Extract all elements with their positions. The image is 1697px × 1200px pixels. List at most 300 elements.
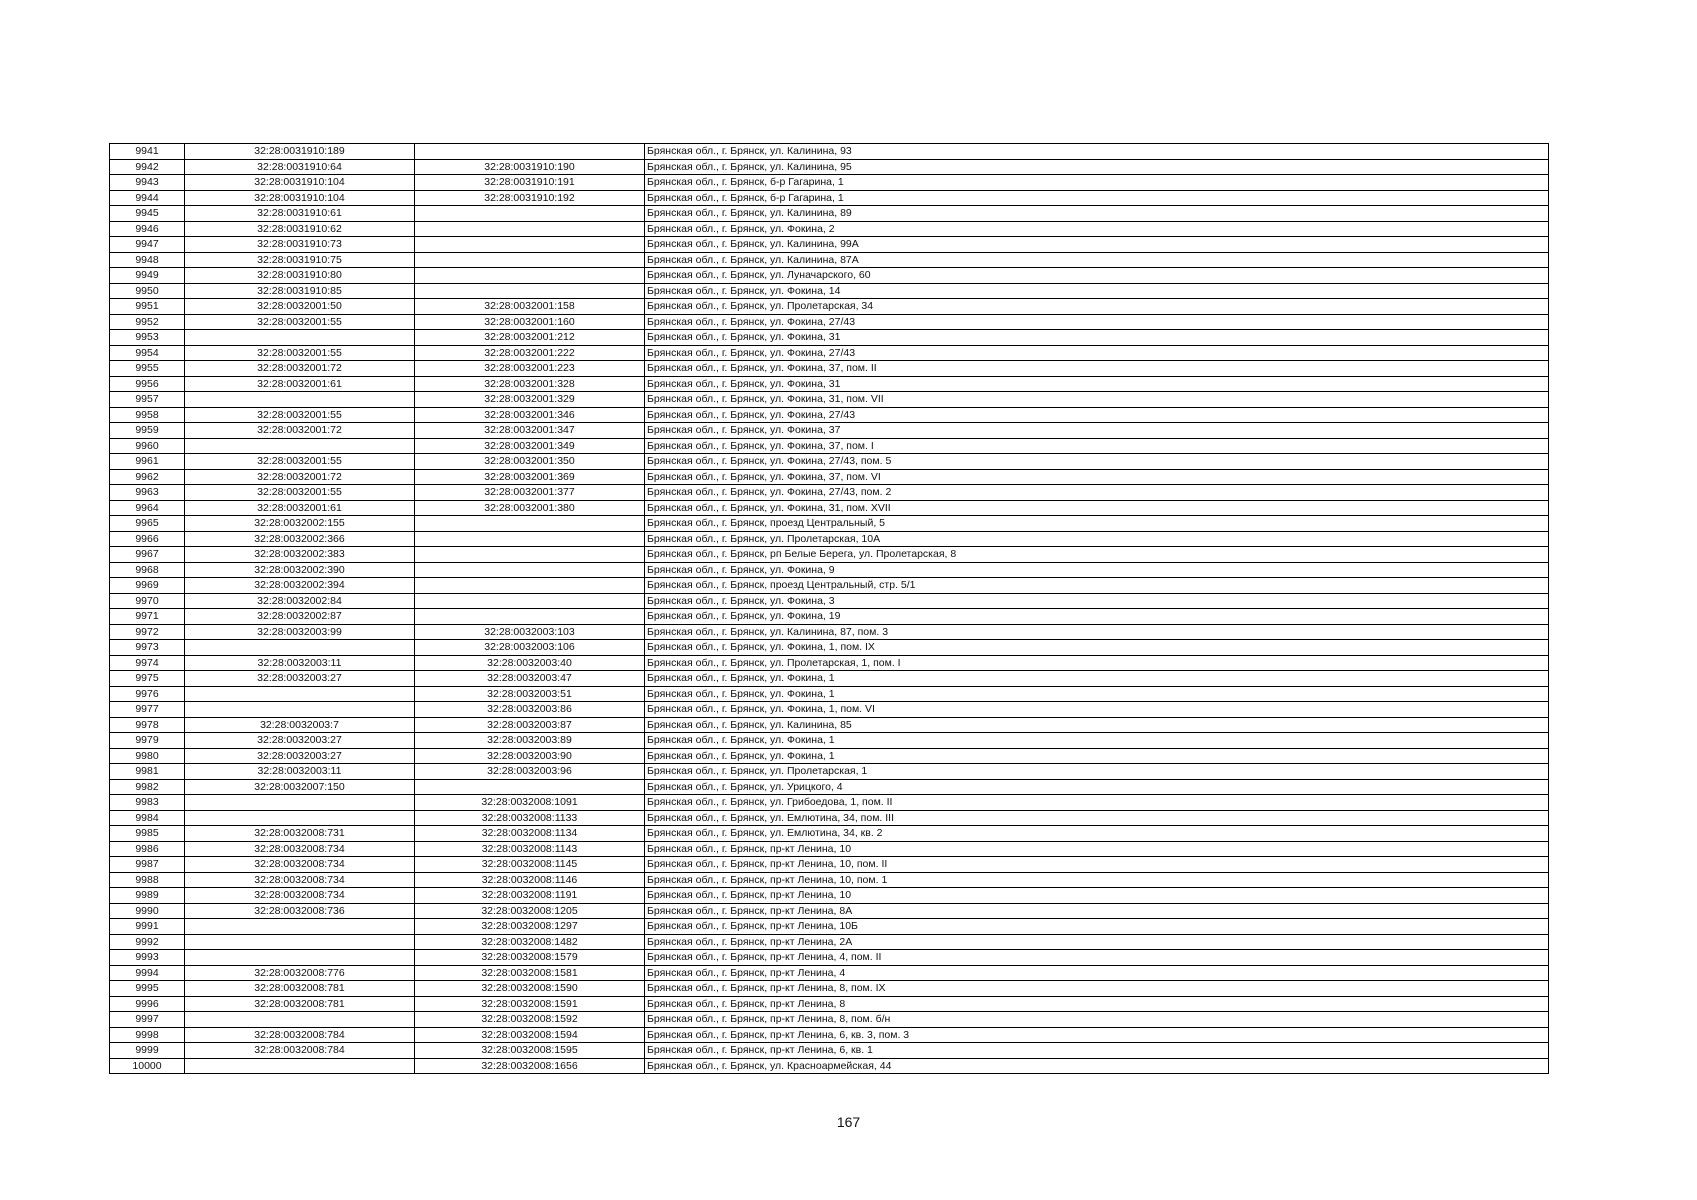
table-row [110,500,1549,516]
address-cell: Брянская обл., г. Брянск, б-р Гагарина, 1 [645,175,1549,191]
object-cadastral-number-cell: 32:28:0032001:328 [415,376,645,392]
row-number-cell: 9969 [110,578,185,594]
object-cadastral-number-cell [415,593,645,609]
row-number-cell: 9971 [110,609,185,625]
address-cell: Брянская обл., г. Брянск, проезд Центральный, стр. 5/1 [645,578,1549,594]
table-row [110,252,1549,268]
table-row [110,190,1549,206]
row-number-cell: 9957 [110,392,185,408]
row-number-cell: 9999 [110,1043,185,1059]
row-number-cell: 9989 [110,888,185,904]
table-row [110,888,1549,904]
address-cell: Брянская обл., г. Брянск, ул. Фокина, 37 [645,423,1549,439]
row-number-cell: 9967 [110,547,185,563]
object-cadastral-number-cell: 32:28:0032001:222 [415,345,645,361]
address-cell: Брянская обл., г. Брянск, пр-кт Ленина, 10, пом. II [645,857,1549,873]
table-row [110,733,1549,749]
parcel-cadastral-number-cell: 32:28:0032008:734 [185,888,415,904]
registry-table-body [110,144,1549,1074]
row-number-cell: 9961 [110,454,185,470]
table-row [110,655,1549,671]
object-cadastral-number-cell: 32:28:0032003:103 [415,624,645,640]
address-cell: Брянская обл., г. Брянск, ул. Фокина, 27/43, пом. 5 [645,454,1549,470]
object-cadastral-number-cell: 32:28:0032008:1656 [415,1058,645,1074]
table-row [110,423,1549,439]
parcel-cadastral-number-cell: 32:28:0032001:61 [185,500,415,516]
object-cadastral-number-cell: 32:28:0032003:40 [415,655,645,671]
object-cadastral-number-cell: 32:28:0031910:192 [415,190,645,206]
object-cadastral-number-cell: 32:28:0032001:329 [415,392,645,408]
row-number-cell: 9973 [110,640,185,656]
row-number-cell: 9986 [110,841,185,857]
object-cadastral-number-cell: 32:28:0032003:96 [415,764,645,780]
object-cadastral-number-cell: 32:28:0032003:47 [415,671,645,687]
object-cadastral-number-cell [415,516,645,532]
object-cadastral-number-cell [415,609,645,625]
parcel-cadastral-number-cell [185,702,415,718]
table-row [110,810,1549,826]
row-number-cell: 9997 [110,1012,185,1028]
parcel-cadastral-number-cell: 32:28:0032003:7 [185,717,415,733]
row-number-cell: 9960 [110,438,185,454]
object-cadastral-number-cell [415,221,645,237]
table-row [110,779,1549,795]
parcel-cadastral-number-cell: 32:28:0032003:27 [185,748,415,764]
object-cadastral-number-cell: 32:28:0032008:1594 [415,1027,645,1043]
table-row [110,965,1549,981]
row-number-cell: 9952 [110,314,185,330]
parcel-cadastral-number-cell: 32:28:0032002:87 [185,609,415,625]
address-cell: Брянская обл., г. Брянск, ул. Фокина, 31 [645,330,1549,346]
row-number-cell: 9962 [110,469,185,485]
object-cadastral-number-cell: 32:28:0032003:106 [415,640,645,656]
object-cadastral-number-cell: 32:28:0032008:1592 [415,1012,645,1028]
object-cadastral-number-cell: 32:28:0032008:1591 [415,996,645,1012]
object-cadastral-number-cell: 32:28:0032008:1581 [415,965,645,981]
table-row [110,593,1549,609]
object-cadastral-number-cell: 32:28:0032008:1146 [415,872,645,888]
parcel-cadastral-number-cell: 32:28:0032002:383 [185,547,415,563]
row-number-cell: 9968 [110,562,185,578]
object-cadastral-number-cell: 32:28:0032003:90 [415,748,645,764]
row-number-cell: 9978 [110,717,185,733]
table-row [110,159,1549,175]
table-row [110,919,1549,935]
table-row [110,903,1549,919]
parcel-cadastral-number-cell [185,438,415,454]
table-row [110,237,1549,253]
row-number-cell: 9946 [110,221,185,237]
row-number-cell: 9988 [110,872,185,888]
address-cell: Брянская обл., г. Брянск, ул. Фокина, 1 [645,686,1549,702]
table-row [110,330,1549,346]
table-row [110,950,1549,966]
row-number-cell: 9955 [110,361,185,377]
row-number-cell: 9981 [110,764,185,780]
row-number-cell: 9951 [110,299,185,315]
parcel-cadastral-number-cell [185,686,415,702]
table-row [110,934,1549,950]
table-row [110,1043,1549,1059]
object-cadastral-number-cell: 32:28:0032008:1134 [415,826,645,842]
row-number-cell: 9941 [110,144,185,160]
row-number-cell: 9992 [110,934,185,950]
address-cell: Брянская обл., г. Брянск, б-р Гагарина, 1 [645,190,1549,206]
address-cell: Брянская обл., г. Брянск, ул. Пролетарская, 10А [645,531,1549,547]
table-row [110,578,1549,594]
parcel-cadastral-number-cell: 32:28:0032008:781 [185,981,415,997]
address-cell: Брянская обл., г. Брянск, ул. Красноармейская, 44 [645,1058,1549,1074]
address-cell: Брянская обл., г. Брянск, ул. Калинина, 87А [645,252,1549,268]
object-cadastral-number-cell: 32:28:0032001:350 [415,454,645,470]
row-number-cell: 9974 [110,655,185,671]
object-cadastral-number-cell [415,252,645,268]
parcel-cadastral-number-cell [185,1012,415,1028]
table-row [110,981,1549,997]
row-number-cell: 9985 [110,826,185,842]
parcel-cadastral-number-cell [185,330,415,346]
address-cell: Брянская обл., г. Брянск, пр-кт Ленина, 4, пом. II [645,950,1549,966]
row-number-cell: 9945 [110,206,185,222]
parcel-cadastral-number-cell: 32:28:0032001:50 [185,299,415,315]
address-cell: Брянская обл., г. Брянск, ул. Фокина, 37, пом. II [645,361,1549,377]
object-cadastral-number-cell [415,779,645,795]
address-cell: Брянская обл., г. Брянск, пр-кт Ленина, 8, пом. IX [645,981,1549,997]
object-cadastral-number-cell: 32:28:0032008:1091 [415,795,645,811]
table-row [110,609,1549,625]
parcel-cadastral-number-cell: 32:28:0032008:784 [185,1027,415,1043]
object-cadastral-number-cell: 32:28:0032001:212 [415,330,645,346]
row-number-cell: 9994 [110,965,185,981]
parcel-cadastral-number-cell [185,640,415,656]
table-row [110,686,1549,702]
object-cadastral-number-cell: 32:28:0032008:1143 [415,841,645,857]
table-row [110,314,1549,330]
parcel-cadastral-number-cell [185,950,415,966]
object-cadastral-number-cell: 32:28:0032001:369 [415,469,645,485]
parcel-cadastral-number-cell: 32:28:0032001:55 [185,485,415,501]
table-row [110,1058,1549,1074]
row-number-cell: 9963 [110,485,185,501]
parcel-cadastral-number-cell: 32:28:0031910:75 [185,252,415,268]
object-cadastral-number-cell: 32:28:0032008:1205 [415,903,645,919]
object-cadastral-number-cell: 32:28:0032001:349 [415,438,645,454]
object-cadastral-number-cell: 32:28:0032001:160 [415,314,645,330]
row-number-cell: 9972 [110,624,185,640]
table-row [110,345,1549,361]
address-cell: Брянская обл., г. Брянск, ул. Фокина, 31, пом. VII [645,392,1549,408]
row-number-cell: 9965 [110,516,185,532]
object-cadastral-number-cell: 32:28:0032001:380 [415,500,645,516]
object-cadastral-number-cell: 32:28:0032008:1482 [415,934,645,950]
table-row [110,857,1549,873]
row-number-cell: 9948 [110,252,185,268]
address-cell: Брянская обл., г. Брянск, ул. Фокина, 9 [645,562,1549,578]
address-cell: Брянская обл., г. Брянск, ул. Фокина, 1, пом. VI [645,702,1549,718]
address-cell: Брянская обл., г. Брянск, ул. Луначарского, 60 [645,268,1549,284]
parcel-cadastral-number-cell: 32:28:0032001:55 [185,314,415,330]
object-cadastral-number-cell: 32:28:0032001:346 [415,407,645,423]
object-cadastral-number-cell: 32:28:0031910:190 [415,159,645,175]
table-row [110,562,1549,578]
parcel-cadastral-number-cell: 32:28:0032003:27 [185,733,415,749]
parcel-cadastral-number-cell: 32:28:0032003:11 [185,655,415,671]
address-cell: Брянская обл., г. Брянск, пр-кт Ленина, 8А [645,903,1549,919]
row-number-cell: 9976 [110,686,185,702]
row-number-cell: 9959 [110,423,185,439]
parcel-cadastral-number-cell [185,934,415,950]
parcel-cadastral-number-cell: 32:28:0032008:781 [185,996,415,1012]
address-cell: Брянская обл., г. Брянск, пр-кт Ленина, 10 [645,841,1549,857]
parcel-cadastral-number-cell [185,919,415,935]
row-number-cell: 9942 [110,159,185,175]
address-cell: Брянская обл., г. Брянск, ул. Фокина, 31, пом. XVII [645,500,1549,516]
address-cell: Брянская обл., г. Брянск, ул. Калинина, 95 [645,159,1549,175]
parcel-cadastral-number-cell: 32:28:0032002:390 [185,562,415,578]
parcel-cadastral-number-cell: 32:28:0032008:731 [185,826,415,842]
address-cell: Брянская обл., г. Брянск, ул. Фокина, 2 [645,221,1549,237]
row-number-cell: 9993 [110,950,185,966]
parcel-cadastral-number-cell [185,795,415,811]
address-cell: Брянская обл., г. Брянск, ул. Калинина, 93 [645,144,1549,160]
table-row [110,221,1549,237]
address-cell: Брянская обл., г. Брянск, пр-кт Ленина, 10Б [645,919,1549,935]
table-row [110,299,1549,315]
table-row [110,206,1549,222]
object-cadastral-number-cell [415,283,645,299]
table-row [110,485,1549,501]
parcel-cadastral-number-cell: 32:28:0031910:80 [185,268,415,284]
address-cell: Брянская обл., г. Брянск, проезд Центральный, 5 [645,516,1549,532]
row-number-cell: 9980 [110,748,185,764]
address-cell: Брянская обл., г. Брянск, ул. Калинина, 99А [645,237,1549,253]
address-cell: Брянская обл., г. Брянск, ул. Фокина, 1 [645,671,1549,687]
parcel-cadastral-number-cell: 32:28:0031910:189 [185,144,415,160]
table-row [110,283,1549,299]
row-number-cell: 9998 [110,1027,185,1043]
table-row [110,392,1549,408]
row-number-cell: 9956 [110,376,185,392]
address-cell: Брянская обл., г. Брянск, ул. Калинина, 87, пом. 3 [645,624,1549,640]
table-row [110,438,1549,454]
address-cell: Брянская обл., г. Брянск, ул. Фокина, 27/43, пом. 2 [645,485,1549,501]
address-cell: Брянская обл., г. Брянск, ул. Фокина, 31 [645,376,1549,392]
parcel-cadastral-number-cell: 32:28:0032003:99 [185,624,415,640]
address-cell: Брянская обл., г. Брянск, ул. Калинина, 89 [645,206,1549,222]
object-cadastral-number-cell [415,206,645,222]
table-row [110,717,1549,733]
address-cell: Брянская обл., г. Брянск, пр-кт Ленина, 6, кв. 1 [645,1043,1549,1059]
object-cadastral-number-cell: 32:28:0032008:1191 [415,888,645,904]
parcel-cadastral-number-cell: 32:28:0032002:155 [185,516,415,532]
row-number-cell: 9953 [110,330,185,346]
table-row [110,407,1549,423]
parcel-cadastral-number-cell [185,392,415,408]
parcel-cadastral-number-cell: 32:28:0032008:734 [185,857,415,873]
address-cell: Брянская обл., г. Брянск, ул. Пролетарская, 1 [645,764,1549,780]
parcel-cadastral-number-cell: 32:28:0032008:776 [185,965,415,981]
row-number-cell: 9979 [110,733,185,749]
object-cadastral-number-cell: 32:28:0032001:377 [415,485,645,501]
object-cadastral-number-cell: 32:28:0032008:1590 [415,981,645,997]
parcel-cadastral-number-cell: 32:28:0032002:366 [185,531,415,547]
parcel-cadastral-number-cell: 32:28:0032002:84 [185,593,415,609]
row-number-cell: 10000 [110,1058,185,1074]
address-cell: Брянская обл., г. Брянск, пр-кт Ленина, 6, кв. 3, пом. 3 [645,1027,1549,1043]
object-cadastral-number-cell [415,578,645,594]
table-row [110,469,1549,485]
parcel-cadastral-number-cell: 32:28:0032001:72 [185,469,415,485]
address-cell: Брянская обл., г. Брянск, ул. Фокина, 3 [645,593,1549,609]
row-number-cell: 9977 [110,702,185,718]
table-row [110,268,1549,284]
object-cadastral-number-cell: 32:28:0032001:347 [415,423,645,439]
row-number-cell: 9943 [110,175,185,191]
parcel-cadastral-number-cell: 32:28:0032008:734 [185,872,415,888]
table-row [110,702,1549,718]
page-number: 167 [836,1114,861,1130]
address-cell: Брянская обл., г. Брянск, ул. Пролетарская, 34 [645,299,1549,315]
table-row [110,1027,1549,1043]
parcel-cadastral-number-cell: 32:28:0031910:64 [185,159,415,175]
parcel-cadastral-number-cell: 32:28:0032008:734 [185,841,415,857]
address-cell: Брянская обл., г. Брянск, ул. Грибоедова, 1, пом. II [645,795,1549,811]
address-cell: Брянская обл., г. Брянск, ул. Урицкого, 4 [645,779,1549,795]
object-cadastral-number-cell: 32:28:0032001:158 [415,299,645,315]
table-row [110,841,1549,857]
parcel-cadastral-number-cell: 32:28:0031910:104 [185,190,415,206]
address-cell: Брянская обл., г. Брянск, пр-кт Ленина, 8, пом. б/н [645,1012,1549,1028]
object-cadastral-number-cell: 32:28:0032008:1297 [415,919,645,935]
row-number-cell: 9995 [110,981,185,997]
object-cadastral-number-cell: 32:28:0032001:223 [415,361,645,377]
parcel-cadastral-number-cell: 32:28:0032001:72 [185,361,415,377]
row-number-cell: 9984 [110,810,185,826]
row-number-cell: 9987 [110,857,185,873]
registry-table [109,143,1549,1074]
table-row [110,144,1549,160]
parcel-cadastral-number-cell: 32:28:0031910:61 [185,206,415,222]
address-cell: Брянская обл., г. Брянск, ул. Калинина, 85 [645,717,1549,733]
address-cell: Брянская обл., г. Брянск, ул. Емлютина, 34, пом. III [645,810,1549,826]
row-number-cell: 9983 [110,795,185,811]
parcel-cadastral-number-cell: 32:28:0032002:394 [185,578,415,594]
object-cadastral-number-cell: 32:28:0032008:1133 [415,810,645,826]
parcel-cadastral-number-cell: 32:28:0032003:11 [185,764,415,780]
address-cell: Брянская обл., г. Брянск, ул. Фокина, 37, пом. I [645,438,1549,454]
row-number-cell: 9970 [110,593,185,609]
object-cadastral-number-cell: 32:28:0032003:87 [415,717,645,733]
object-cadastral-number-cell [415,547,645,563]
parcel-cadastral-number-cell: 32:28:0031910:62 [185,221,415,237]
object-cadastral-number-cell: 32:28:0031910:191 [415,175,645,191]
row-number-cell: 9990 [110,903,185,919]
address-cell: Брянская обл., г. Брянск, пр-кт Ленина, 2А [645,934,1549,950]
table-row [110,361,1549,377]
table-row [110,516,1549,532]
address-cell: Брянская обл., г. Брянск, пр-кт Ленина, 4 [645,965,1549,981]
address-cell: Брянская обл., г. Брянск, ул. Фокина, 27/43 [645,314,1549,330]
parcel-cadastral-number-cell: 32:28:0032001:55 [185,345,415,361]
parcel-cadastral-number-cell: 32:28:0032001:55 [185,407,415,423]
address-cell: Брянская обл., г. Брянск, пр-кт Ленина, 10, пом. 1 [645,872,1549,888]
address-cell: Брянская обл., г. Брянск, ул. Пролетарская, 1, пом. I [645,655,1549,671]
table-row [110,175,1549,191]
address-cell: Брянская обл., г. Брянск, ул. Фокина, 27/43 [645,345,1549,361]
row-number-cell: 9954 [110,345,185,361]
table-row [110,547,1549,563]
object-cadastral-number-cell: 32:28:0032008:1595 [415,1043,645,1059]
address-cell: Брянская обл., г. Брянск, ул. Фокина, 19 [645,609,1549,625]
table-row [110,1012,1549,1028]
row-number-cell: 9947 [110,237,185,253]
object-cadastral-number-cell [415,268,645,284]
row-number-cell: 9975 [110,671,185,687]
object-cadastral-number-cell [415,237,645,253]
address-cell: Брянская обл., г. Брянск, пр-кт Ленина, 10 [645,888,1549,904]
row-number-cell: 9966 [110,531,185,547]
parcel-cadastral-number-cell: 32:28:0032008:784 [185,1043,415,1059]
parcel-cadastral-number-cell: 32:28:0032001:55 [185,454,415,470]
parcel-cadastral-number-cell: 32:28:0031910:73 [185,237,415,253]
table-row [110,872,1549,888]
table-row [110,795,1549,811]
table-row [110,996,1549,1012]
parcel-cadastral-number-cell: 32:28:0032001:61 [185,376,415,392]
object-cadastral-number-cell: 32:28:0032008:1145 [415,857,645,873]
address-cell: Брянская обл., г. Брянск, ул. Фокина, 1 [645,748,1549,764]
address-cell: Брянская обл., г. Брянск, ул. Фокина, 27/43 [645,407,1549,423]
table-row [110,531,1549,547]
object-cadastral-number-cell [415,562,645,578]
parcel-cadastral-number-cell: 32:28:0032008:736 [185,903,415,919]
row-number-cell: 9996 [110,996,185,1012]
object-cadastral-number-cell [415,531,645,547]
address-cell: Брянская обл., г. Брянск, ул. Фокина, 1 [645,733,1549,749]
row-number-cell: 9964 [110,500,185,516]
table-row [110,764,1549,780]
object-cadastral-number-cell: 32:28:0032008:1579 [415,950,645,966]
table-row [110,671,1549,687]
table-row [110,640,1549,656]
parcel-cadastral-number-cell: 32:28:0032007:150 [185,779,415,795]
parcel-cadastral-number-cell: 32:28:0031910:104 [185,175,415,191]
row-number-cell: 9982 [110,779,185,795]
address-cell: Брянская обл., г. Брянск, пр-кт Ленина, 8 [645,996,1549,1012]
parcel-cadastral-number-cell: 32:28:0031910:85 [185,283,415,299]
row-number-cell: 9950 [110,283,185,299]
parcel-cadastral-number-cell: 32:28:0032003:27 [185,671,415,687]
object-cadastral-number-cell: 32:28:0032003:86 [415,702,645,718]
address-cell: Брянская обл., г. Брянск, ул. Фокина, 1, пом. IX [645,640,1549,656]
row-number-cell: 9991 [110,919,185,935]
parcel-cadastral-number-cell [185,1058,415,1074]
address-cell: Брянская обл., г. Брянск, ул. Емлютина, 34, кв. 2 [645,826,1549,842]
row-number-cell: 9949 [110,268,185,284]
table-row [110,826,1549,842]
table-row [110,454,1549,470]
row-number-cell: 9944 [110,190,185,206]
object-cadastral-number-cell: 32:28:0032003:51 [415,686,645,702]
object-cadastral-number-cell: 32:28:0032003:89 [415,733,645,749]
table-row [110,376,1549,392]
parcel-cadastral-number-cell: 32:28:0032001:72 [185,423,415,439]
address-cell: Брянская обл., г. Брянск, ул. Фокина, 37, пом. VI [645,469,1549,485]
object-cadastral-number-cell [415,144,645,160]
address-cell: Брянская обл., г. Брянск, рп Белые Берега, ул. Пролетарская, 8 [645,547,1549,563]
table-row [110,748,1549,764]
parcel-cadastral-number-cell [185,810,415,826]
